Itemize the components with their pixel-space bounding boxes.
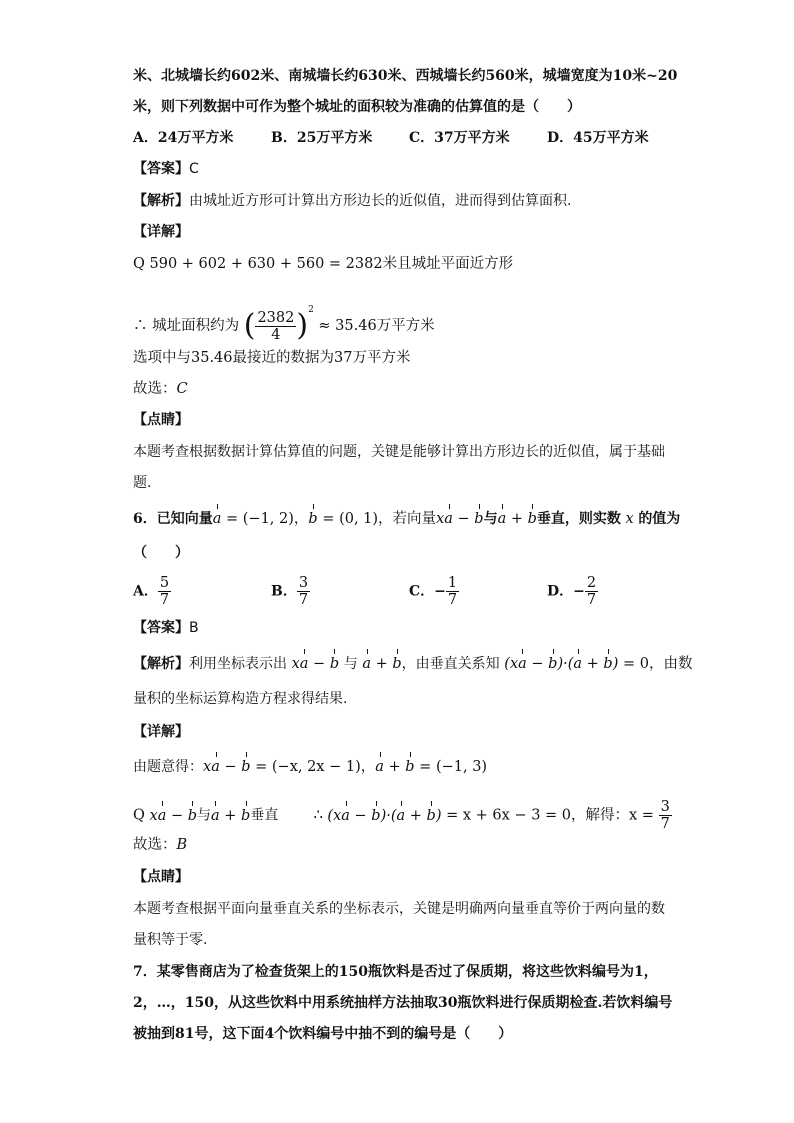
area-fraction [255, 310, 296, 343]
q6-option-d: D．− $\frac{2}{7}$ [547, 575, 597, 608]
q6-option-b: B． $\frac{3}{7}$ [271, 575, 309, 608]
q6-stem [133, 509, 680, 529]
q5-detail-line-2 [133, 300, 435, 343]
q6-detail-tag: 【详解】 [133, 724, 189, 740]
expr-xa-minus-b: xa − b [436, 511, 484, 527]
expr-a-plus-b: a + b [497, 511, 537, 527]
q6-stem-a: 6．已知向量 [133, 511, 213, 527]
q5-text-line-2: 米，则下列数据中可作为整个城址的面积较为准确的估算值的是（ ） [133, 99, 581, 115]
area-denominator: 4 [271, 326, 281, 343]
right-paren: ) [296, 308, 309, 343]
q5-option-c: C．37万平方米 [409, 130, 510, 146]
q5-option-d: D．45万平方米 [547, 130, 649, 146]
q5-analysis-text: 由城址近方形可计算出方形边长的近似值，进而得到估算面积. [189, 193, 572, 209]
q5-analysis-line [133, 191, 571, 211]
var-x: x [620, 511, 639, 527]
left-paren: ( [243, 308, 256, 343]
q6-stem-e: 垂直，则实数 [536, 511, 621, 527]
q6-detail-line-1: 由题意得：xa − b = (−x, 2x − 1)，a + b = (−1, 3) [133, 759, 488, 775]
q6-paren: （ ） [133, 545, 189, 561]
q6-comment-tag: 【点睛】 [133, 869, 189, 885]
q5-option-b: B．25万平方米 [271, 130, 373, 146]
area-exponent: 2 [308, 305, 314, 315]
q5-option-a: A．24万平方米 [133, 130, 234, 146]
vector-a: a [212, 511, 222, 527]
q5-answer-line [133, 159, 199, 179]
q6-answer-line [133, 618, 199, 638]
q6-stem-b: = (−1, 2)， [221, 511, 309, 527]
q5-choice: C [176, 381, 188, 397]
q6-stem-c: = (0, 1)，若向量 [317, 511, 437, 527]
q5-answer-value: C [189, 161, 199, 177]
q5-text-line-1: 米、北城墙长约602米、南城墙长约630米、西城墙长约560米，城墙宽度为10米~20 [133, 68, 678, 84]
q6-comment-line-2: 量积等于零. [133, 932, 208, 948]
q5-comment-line-2: 题. [133, 475, 152, 491]
q6-answer-value: B [189, 620, 199, 636]
q7-text-line-3: 被抽到81号，这下面4个饮料编号中抽不到的编号是（ ） [133, 1026, 513, 1042]
q5-detail-2-prefix: ∴ 城址面积约为 [133, 318, 240, 334]
q7-text-line-1: 7．某零售商店为了检查货架上的150瓶饮料是否过了保质期，将这些饮料编号为1， [133, 964, 658, 980]
q6-option-a: A． $\frac{5}{7}$ [133, 575, 170, 608]
q6-option-c: C．− $\frac{1}{7}$ [409, 575, 458, 608]
q5-comment-line-1: 本题考查根据数据计算估算值的问题，关键是能够计算出方形边长的近似值，属于基础 [133, 444, 665, 460]
q5-detail-tag: 【详解】 [133, 224, 189, 240]
q5-detail-line-1: Q 590 + 602 + 630 + 560 = 2382米且城址平面近方形 [133, 256, 514, 272]
q6-choose-line: 故选：B [133, 837, 188, 853]
answer-tag: 【答案】 [133, 620, 189, 636]
q6-analysis-line-1: 【解析】利用坐标表示出 xa − b 与 a + b，由垂直关系知 (xa − b)·(a + b) = 0，由数 [133, 656, 693, 672]
q6-stem-f: 的值为 [638, 511, 681, 527]
q6-comment-line-1: 本题考查根据平面向量垂直关系的坐标表示，关键是明确两向量垂直等价于两向量的数 [133, 901, 665, 917]
area-numerator: 2382 [257, 309, 295, 326]
q5-choose-line [133, 379, 188, 399]
choose-prefix: 故选： [133, 381, 177, 397]
q6-choice: B [176, 837, 188, 853]
q5-detail-2-suffix: ≈ 35.46万平方米 [318, 318, 435, 334]
analysis-tag: 【解析】 [133, 656, 189, 672]
analysis-tag: 【解析】 [133, 193, 189, 209]
q5-comment-tag: 【点睛】 [133, 412, 189, 428]
q7-text-line-2: 2，…，150，从这些饮料中用系统抽样方法抽取30瓶饮料进行保质期检查.若饮料编号 [133, 995, 673, 1011]
q6-stem-d: 与 [483, 511, 498, 527]
q6-detail-line-2: Q xa − b与a + b垂直 ∴ (xa − b)·(a + b) = x + 6x − 3 = 0，解得：x = $\frac{3}{7}$ [133, 799, 670, 832]
q5-detail-line-3: 选项中与35.46最接近的数据为37万平方米 [133, 350, 411, 366]
q6-analysis-line-2: 量积的坐标运算构造方程求得结果. [133, 691, 348, 707]
vector-b: b [308, 511, 318, 527]
answer-tag: 【答案】 [133, 161, 189, 177]
